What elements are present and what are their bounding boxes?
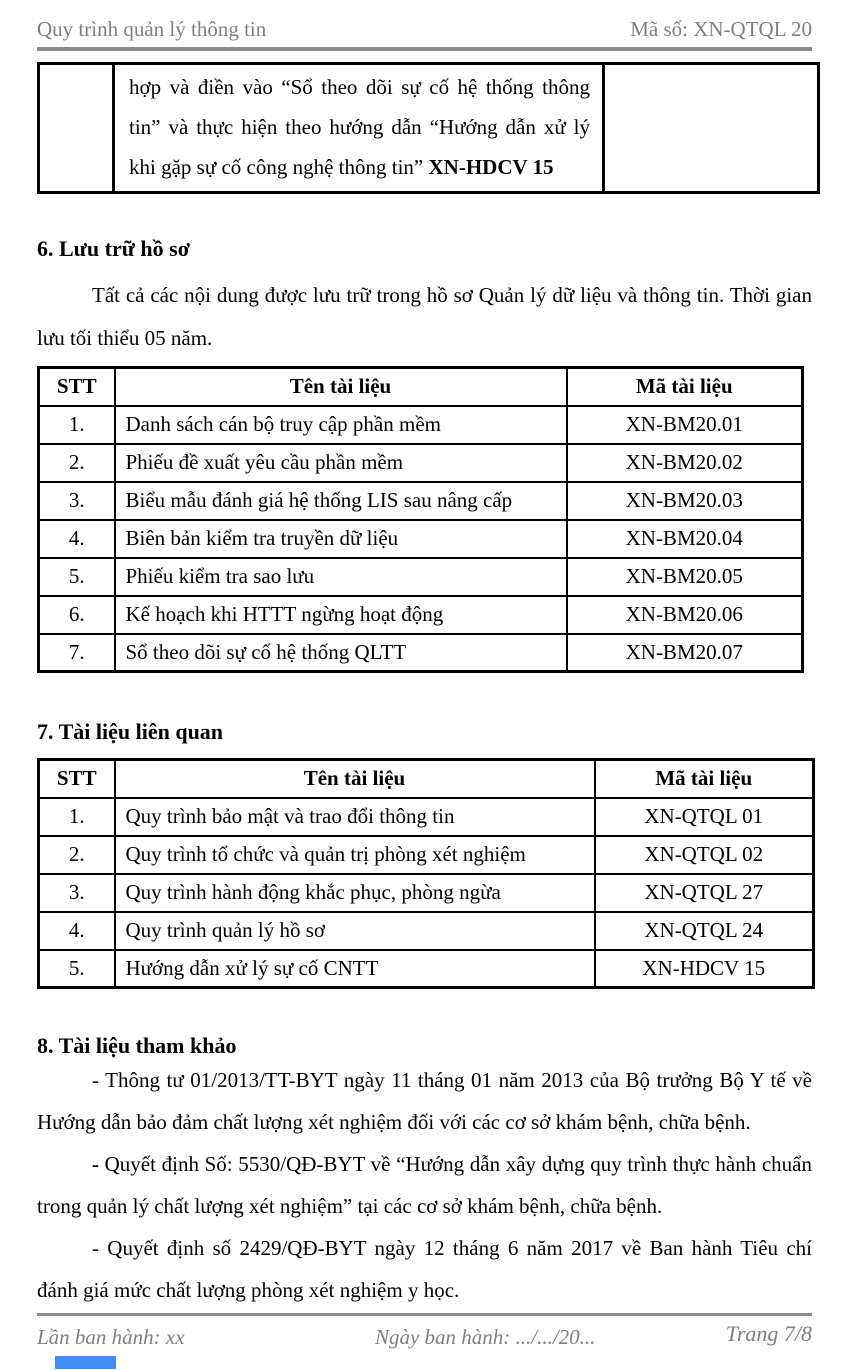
- table-row: [39, 836, 814, 874]
- column-header: Mã tài liệu: [595, 760, 814, 798]
- table-cell-text: [114, 64, 604, 193]
- column-header: Tên tài liệu: [115, 760, 595, 798]
- bottom-accent-bar: [55, 1356, 116, 1369]
- footer-rule: [37, 1313, 812, 1316]
- table-header-row: [39, 760, 814, 798]
- storage-documents-table: [37, 366, 804, 673]
- table-row: [39, 64, 819, 193]
- table-row: [39, 874, 814, 912]
- storage-paragraph: Tất cả các nội dung được lưu trữ trong hồ sơ Quản lý dữ liệu và thông tin. Thời gian lưu tối thiểu 05 năm.: [37, 283, 812, 350]
- table-cell: 7.: [39, 634, 115, 672]
- table-cell: XN-BM20.06: [567, 596, 803, 634]
- table-cell: Biểu mẫu đánh giá hệ thống LIS sau nâng cấp: [115, 482, 567, 520]
- footer-date: Ngày ban hành: .../.../20...: [374, 1325, 596, 1349]
- table-cell: XN-QTQL 02: [595, 836, 814, 874]
- table-cell: Kế hoạch khi HTTT ngừng hoạt động: [115, 596, 567, 634]
- table-cell: Quy trình hành động khắc phục, phòng ngừa: [115, 874, 595, 912]
- table-cell: XN-BM20.07: [567, 634, 803, 672]
- carryover-text: hợp và điền vào “Sổ theo dõi sự cố hệ thống thông tin” và thực hiện theo hướng dẫn “Hướng dẫn xử lý khi gặp sự cố công nghệ thông tin” XN-HDCV 15: [129, 75, 590, 179]
- table-cell: Sổ theo dõi sự cố hệ thống QLTT: [115, 634, 567, 672]
- table-cell-empty: [604, 64, 819, 193]
- related-documents-table: [37, 758, 815, 989]
- table-cell: XN-QTQL 01: [595, 798, 814, 836]
- section-heading-references: 8. Tài liệu tham khảo: [37, 1033, 237, 1058]
- table-cell: XN-QTQL 24: [595, 912, 814, 950]
- page-header: [37, 0, 812, 42]
- table-cell: 4.: [39, 912, 115, 950]
- table-row: [39, 596, 803, 634]
- table-cell-empty: [39, 64, 114, 193]
- table-row: [39, 482, 803, 520]
- table-row: [39, 912, 814, 950]
- table-cell: 2.: [39, 444, 115, 482]
- table-cell: XN-HDCV 15: [595, 950, 814, 988]
- section-heading-storage: 6. Lưu trữ hồ sơ: [37, 236, 190, 261]
- table-row: [39, 798, 814, 836]
- table-row: [39, 558, 803, 596]
- header-doc-code: Mã số: XN-QTQL 20: [630, 17, 812, 41]
- section-heading-related: 7. Tài liệu liên quan: [37, 719, 224, 744]
- table-cell: 1.: [39, 406, 115, 444]
- table-cell: 4.: [39, 520, 115, 558]
- table-cell: Quy trình bảo mật và trao đổi thông tin: [115, 798, 595, 836]
- table-row: [39, 444, 803, 482]
- column-header: Mã tài liệu: [567, 368, 803, 406]
- table-cell: 1.: [39, 798, 115, 836]
- table-cell: XN-BM20.01: [567, 406, 803, 444]
- table-cell: XN-BM20.03: [567, 482, 803, 520]
- table-cell: Quy trình tổ chức và quản trị phòng xét nghiệm: [115, 836, 595, 874]
- table-cell: Quy trình quản lý hồ sơ: [115, 912, 595, 950]
- header-title: Quy trình quản lý thông tin: [37, 17, 267, 41]
- table-cell: Phiếu đề xuất yêu cầu phần mềm: [115, 444, 567, 482]
- table-cell: XN-BM20.02: [567, 444, 803, 482]
- header-rule: [37, 47, 812, 51]
- table-cell: Danh sách cán bộ truy cập phần mềm: [115, 406, 567, 444]
- table-cell: XN-BM20.04: [567, 520, 803, 558]
- column-header: STT: [39, 368, 115, 406]
- reference-paragraph: - Thông tư 01/2013/TT-BYT ngày 11 tháng 01 năm 2013 của Bộ trưởng Bộ Y tế về Hướng dẫn bảo đảm chất lượng xét nghiệm đối với các cơ sở khám bệnh, chữa bệnh.: [37, 1068, 812, 1134]
- table-row: [39, 950, 814, 988]
- reference-paragraph: - Quyết định Số: 5530/QĐ-BYT về “Hướng dẫn xây dựng quy trình thực hành chuẩn trong quản lý chất lượng xét nghiệm” tại các cơ sở khám bệnh, chữa bệnh.: [37, 1152, 812, 1218]
- table-header-row: [39, 368, 803, 406]
- table-row: [39, 406, 803, 444]
- footer-page-number: Trang 7/8: [725, 1321, 812, 1346]
- table-cell: 3.: [39, 874, 115, 912]
- table-cell: 2.: [39, 836, 115, 874]
- table-cell: 6.: [39, 596, 115, 634]
- column-header: Tên tài liệu: [115, 368, 567, 406]
- table-cell: 3.: [39, 482, 115, 520]
- table-cell: Phiếu kiểm tra sao lưu: [115, 558, 567, 596]
- page-footer: [37, 1313, 812, 1350]
- carryover-table: [37, 62, 820, 194]
- table-cell: Hướng dẫn xử lý sự cố CNTT: [115, 950, 595, 988]
- table-row: [39, 634, 803, 672]
- table-cell: XN-QTQL 27: [595, 874, 814, 912]
- table-row: [39, 520, 803, 558]
- table-cell: Biên bản kiểm tra truyền dữ liệu: [115, 520, 567, 558]
- footer-issue: Lần ban hành: xx: [37, 1325, 185, 1349]
- table-cell: 5.: [39, 558, 115, 596]
- column-header: STT: [39, 760, 115, 798]
- table-cell: 5.: [39, 950, 115, 988]
- reference-paragraph: - Quyết định số 2429/QĐ-BYT ngày 12 tháng 6 năm 2017 về Ban hành Tiêu chí đánh giá mức chất lượng phòng xét nghiệm y học.: [37, 1236, 812, 1302]
- table-cell: XN-BM20.05: [567, 558, 803, 596]
